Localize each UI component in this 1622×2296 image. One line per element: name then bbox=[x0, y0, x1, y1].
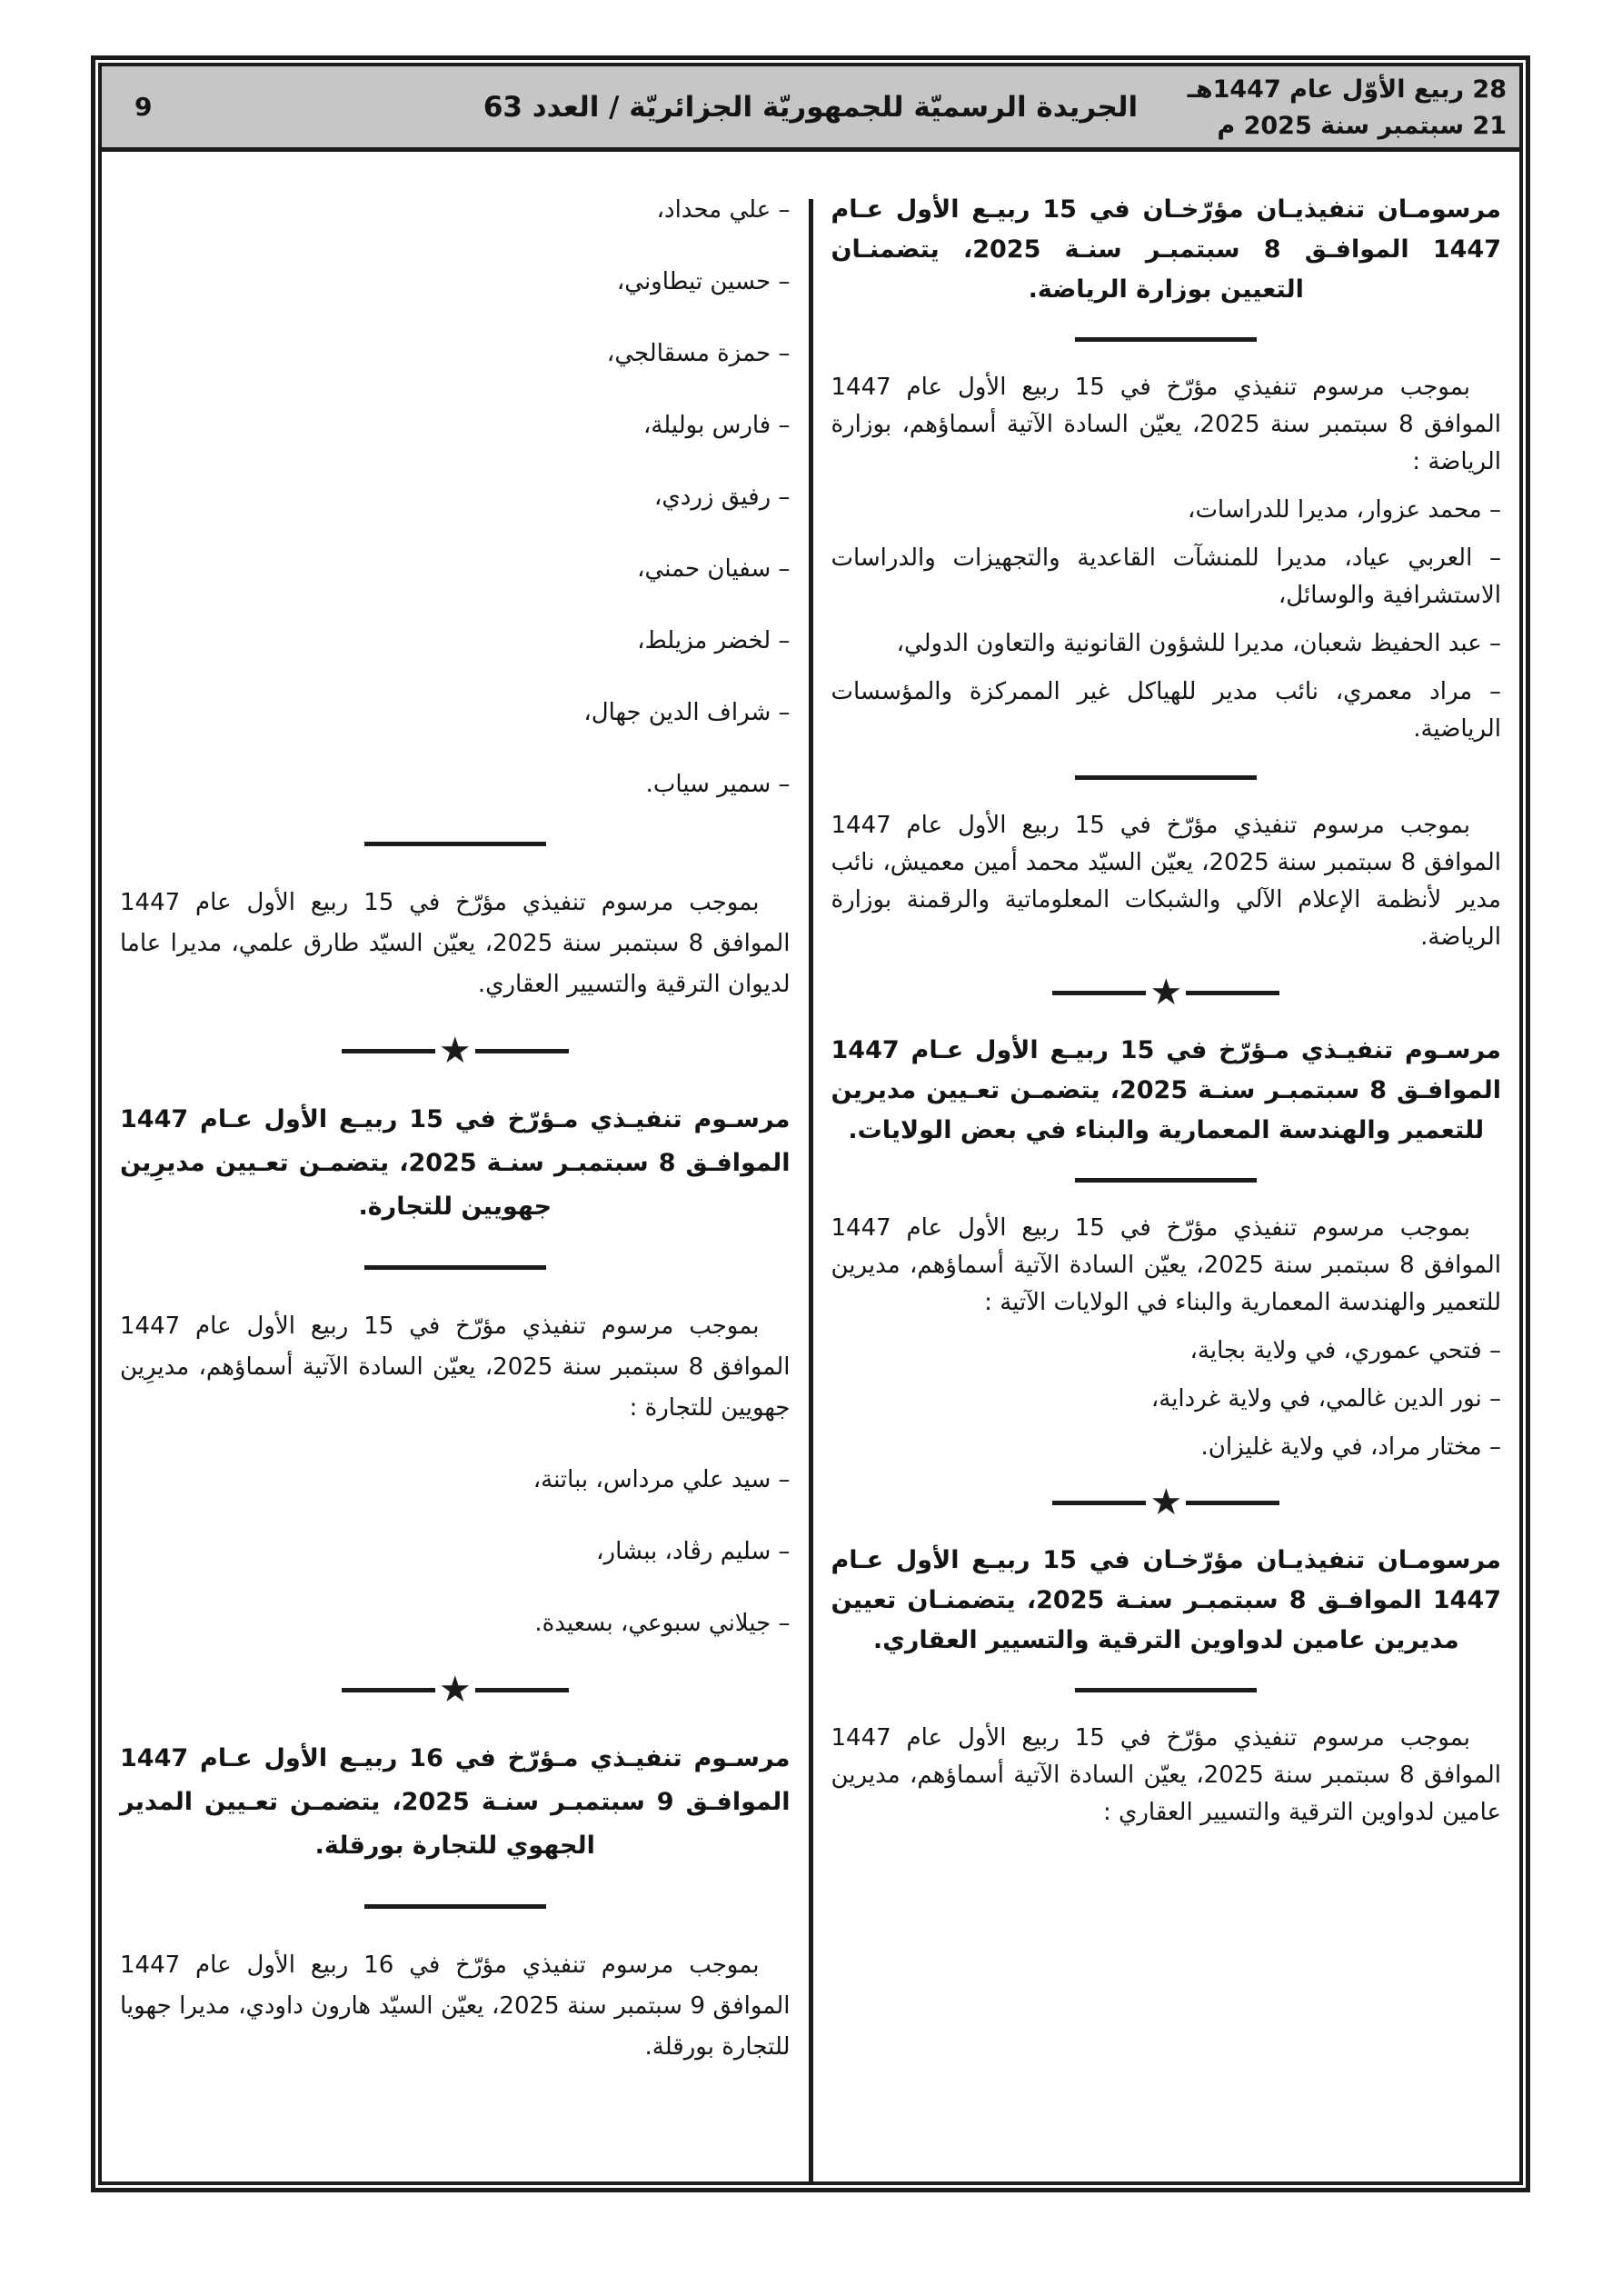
list-item: – مراد معمري، نائب مدير للهياكل غير الممركزة والمؤسسات الرياضية. bbox=[831, 678, 1501, 743]
list-item: – حمزة مسقالجي، bbox=[606, 340, 791, 367]
star-separator bbox=[342, 1030, 569, 1072]
page-frame-inner bbox=[98, 63, 1523, 2185]
list-item: – نور الدين غالمي، في ولاية غرداية، bbox=[1150, 1385, 1501, 1413]
separator bbox=[364, 1904, 546, 1909]
hijri-date: 28 ربيع الأوّل عام 1447هـ bbox=[1187, 75, 1507, 104]
list-item: – شراف الدين جهال، bbox=[583, 699, 791, 726]
list-item: – رفيق زردي، bbox=[654, 484, 791, 511]
list-item: – فارس بوليلة، bbox=[642, 412, 791, 439]
decree-paragraph: بموجب مرسوم تنفيذي مؤرّخ في 16 ربيع الأول عام 1447 الموافق 9 سبتمبر سنة 2025، يعيّن السيّد هارون داودي، مديرا جهويا للتجارة بورقلة. bbox=[120, 1952, 791, 2061]
decree-paragraph: بموجب مرسوم تنفيذي مؤرّخ في 15 ربيع الأول عام 1447 الموافق 8 سبتمبر سنة 2025، يعيّن السادة الآتية أسماؤهم، مديرِين جهويين للتجارة : bbox=[120, 1313, 791, 1422]
list-item: – جيلاني سبوعي، بسعيدة. bbox=[534, 1610, 791, 1637]
page-frame bbox=[91, 55, 1530, 2192]
list-item: – فتحي عموري، في ولاية بجاية، bbox=[1189, 1337, 1501, 1364]
list-item: – سمير سياب. bbox=[645, 771, 791, 798]
separator-line bbox=[475, 1688, 569, 1692]
header-band bbox=[102, 66, 1519, 152]
list-item: – سليم رڤاد، ببشار، bbox=[596, 1538, 791, 1565]
star-separator bbox=[1052, 1482, 1279, 1523]
separator-line bbox=[1186, 1501, 1279, 1505]
header-dates bbox=[1187, 70, 1519, 145]
content-area bbox=[102, 152, 1519, 2181]
decree-title: مرسـوم تنفيـذي مـؤرّخ في 15 ربيـع الأول عـام 1447 الموافـق 8 سبتمبـر سنـة 2025، يتضمـن تعـيين مديرين للتعمير والهندسة المعمارية والبناء في بعض الولايات. bbox=[831, 1036, 1501, 1144]
separator bbox=[1075, 775, 1257, 780]
separator-line bbox=[1052, 1501, 1146, 1505]
separator bbox=[1075, 1688, 1257, 1692]
list-item: – العربي عياد، مديرا للمنشآت القاعدية والتجهيزات والدراسات الاستشرافية والوسائل، bbox=[831, 544, 1501, 609]
list-item: – حسين تيطاوني، bbox=[616, 268, 791, 295]
star-separator bbox=[342, 1669, 569, 1711]
separator-line bbox=[342, 1049, 435, 1053]
decree-title: مرسومـان تنفيذيـان مؤرّخـان في 15 ربيـع الأول عـام 1447 الموافـق 8 سبتمبـر سنـة 2025، يتضمنـان تعيين مديرين عامين لدواوين الترقية والتسيير العقاري. bbox=[831, 1546, 1501, 1654]
decree-title: مرسـوم تنفيـذي مـؤرّخ في 15 ربيـع الأول عـام 1447 الموافـق 8 سبتمبـر سنـة 2025، يتضمـن تعـيين مديرِين جهويين للتجارة. bbox=[120, 1105, 791, 1221]
separator-line bbox=[342, 1688, 435, 1692]
separator-line bbox=[1052, 991, 1146, 995]
separator bbox=[1075, 1178, 1257, 1183]
separator bbox=[1075, 337, 1257, 342]
list-item: – سفيان حمني، bbox=[637, 555, 791, 583]
separator bbox=[364, 842, 546, 846]
list-item: – لخضر مزيلط، bbox=[637, 627, 791, 654]
gregorian-date: 21 سبتمبر سنة 2025 م bbox=[1217, 111, 1507, 140]
decree-title: مرسـوم تنفيـذي مـؤرّخ في 16 ربيـع الأول عـام 1447 الموافـق 9 سبتمبـر سنـة 2025، يتضمـن تعـيين المدير الجهوي للتجارة بورقلة. bbox=[120, 1744, 791, 1860]
star-icon: ★ bbox=[438, 1669, 472, 1711]
list-item: – عبد الحفيظ شعبان، مديرا للشؤون القانونية والتعاون الدولي، bbox=[896, 630, 1501, 657]
list-item: – سيد علي مرداس، بباتنة، bbox=[532, 1466, 791, 1493]
separator-line bbox=[475, 1049, 569, 1053]
decree-paragraph: بموجب مرسوم تنفيذي مؤرّخ في 15 ربيع الأول عام 1447 الموافق 8 سبتمبر سنة 2025، يعيّن السادة الآتية أسماؤهم، مديرين عامين لدواوين الترقية والتسيير العقاري : bbox=[831, 1724, 1501, 1826]
decree-title: مرسومـان تنفيذيـان مؤرّخـان في 15 ربيـع الأول عـام 1447 الموافـق 8 سبتمبـر سنـة 2025، يتضمنـان التعيين بوزارة الرياضة. bbox=[831, 195, 1501, 304]
column-left bbox=[114, 152, 809, 2181]
decree-paragraph: بموجب مرسوم تنفيذي مؤرّخ في 15 ربيع الأول عام 1447 الموافق 8 سبتمبر سنة 2025، يعيّن السيّد طارق علمي، مديرا عاما لديوان الترقية والتسيير العقاري. bbox=[120, 889, 791, 998]
star-icon: ★ bbox=[1149, 972, 1183, 1013]
column-right bbox=[813, 152, 1508, 2181]
list-item: – مختار مراد، في ولاية غليزان. bbox=[1200, 1433, 1501, 1461]
decree-paragraph: بموجب مرسوم تنفيذي مؤرّخ في 15 ربيع الأول عام 1447 الموافق 8 سبتمبر سنة 2025، يعيّن السيّد محمد أمين معميش، نائب مدير لأنظمة الإعلام الآلي والشبكات المعلوماتية والرقمنة بوزارة الرياضة. bbox=[831, 812, 1501, 951]
page-number: 9 bbox=[134, 92, 153, 122]
separator bbox=[364, 1265, 546, 1270]
star-separator bbox=[1052, 972, 1279, 1013]
star-icon: ★ bbox=[1149, 1482, 1183, 1523]
journal-title: الجريدة الرسميّة للجمهوريّة الجزائريّة / العدد 63 bbox=[483, 90, 1139, 124]
separator-line bbox=[1186, 991, 1279, 995]
decree-paragraph: بموجب مرسوم تنفيذي مؤرّخ في 15 ربيع الأول عام 1447 الموافق 8 سبتمبر سنة 2025، يعيّن السادة الآتية أسماؤهم، مديرين للتعمير والهندسة المعمارية والبناء في الولايات الآتية : bbox=[831, 1214, 1501, 1316]
list-item: – محمد عزوار، مديرا للدراسات، bbox=[1188, 496, 1501, 524]
column-divider bbox=[809, 199, 813, 2181]
list-item: – علي محداد، bbox=[656, 196, 791, 224]
decree-paragraph: بموجب مرسوم تنفيذي مؤرّخ في 15 ربيع الأول عام 1447 الموافق 8 سبتمبر سنة 2025، يعيّن السادة الآتية أسماؤهم، بوزارة الرياضة : bbox=[831, 374, 1501, 475]
star-icon: ★ bbox=[438, 1030, 472, 1072]
